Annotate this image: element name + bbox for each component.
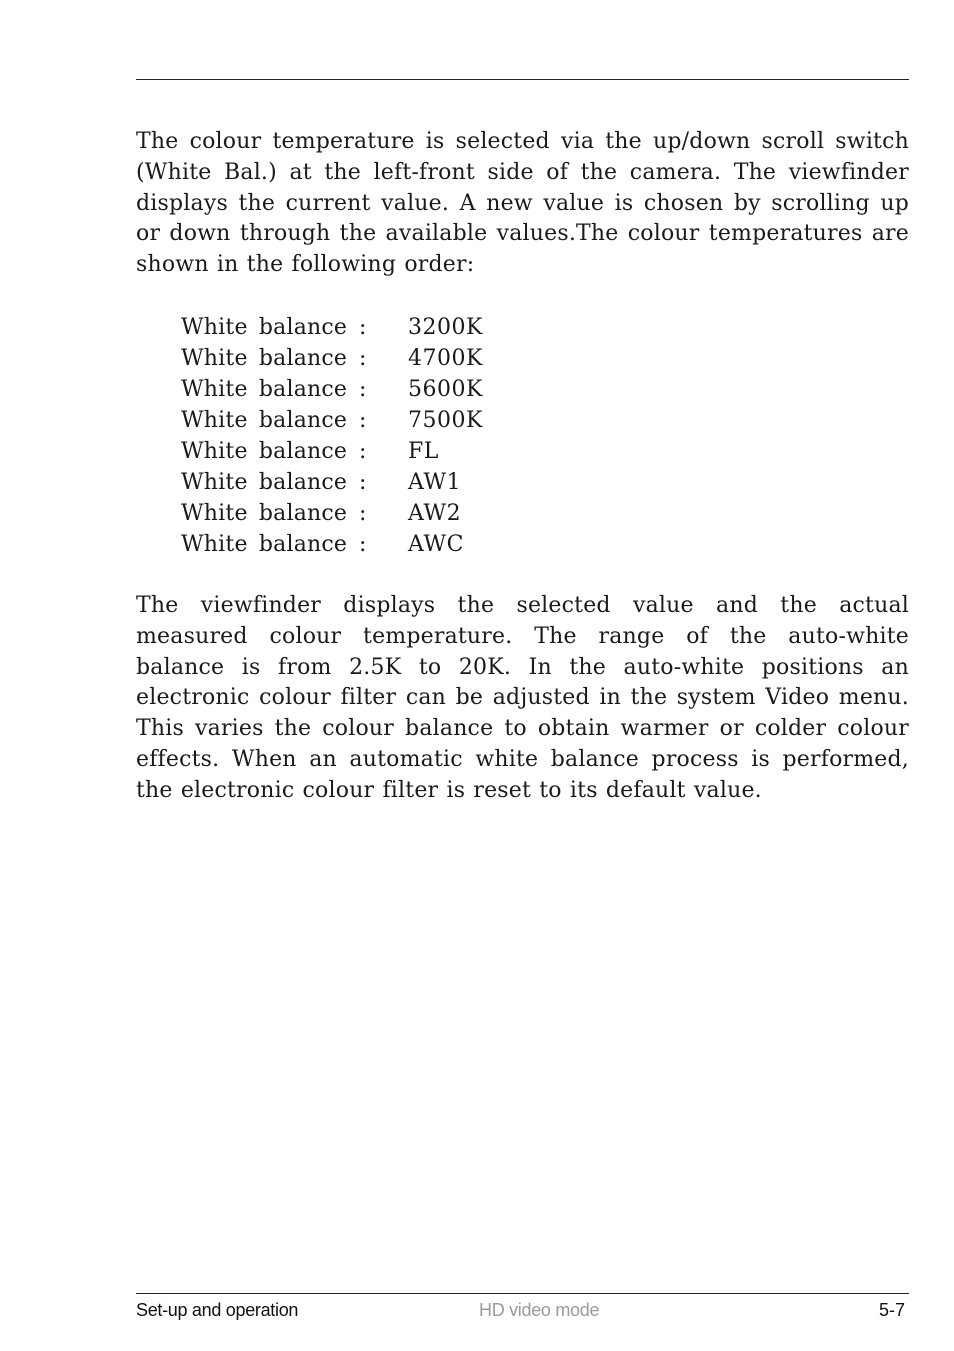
list-item xyxy=(181,436,581,467)
intro-paragraph: The colour temperature is selected via the up/down scroll switch (White Bal.) at the left-front side of the camera. The viewfinder displays the current value. A new value is chosen by scrolling up or down through the available values.The colour temperatures are shown in the following order: xyxy=(136,129,909,278)
list-item xyxy=(181,343,581,374)
list-item-colon: : xyxy=(359,346,367,371)
list-item-colon: : xyxy=(359,315,367,340)
footer-chapter-title: HD video mode xyxy=(479,1300,600,1320)
list-item-label: White balance xyxy=(181,532,348,557)
list-item-value: 7500K xyxy=(408,408,483,433)
list-item xyxy=(181,529,581,560)
list-item-colon: : xyxy=(359,501,367,526)
list-item-value: 4700K xyxy=(408,346,483,371)
list-item xyxy=(181,498,581,529)
list-item-label: White balance xyxy=(181,315,348,340)
list-item-colon: : xyxy=(359,532,367,557)
list-item-value: AW2 xyxy=(408,501,462,526)
list-item xyxy=(181,405,581,436)
list-item xyxy=(181,467,581,498)
list-item-value: 5600K xyxy=(408,377,483,402)
list-item-label: White balance xyxy=(181,501,348,526)
list-item-label: White balance xyxy=(181,346,348,371)
viewfinder-paragraph: The viewfinder displays the selected value and the actual measured colour temperature. The range of the auto-white balance is from 2.5K to 20K. In the auto-white positions an electronic colour filter can be adjusted in the system Video menu. This varies the colour balance to obtain warmer or colder colour effects. When an automatic white balance process is performed, the electronic colour filter is reset to its default value. xyxy=(136,593,909,803)
list-item-value: 3200K xyxy=(408,315,483,340)
white-balance-list xyxy=(181,312,581,560)
list-item xyxy=(181,374,581,405)
list-item-colon: : xyxy=(359,377,367,402)
list-item-label: White balance xyxy=(181,377,348,402)
list-item-label: White balance xyxy=(181,439,348,464)
list-item-colon: : xyxy=(359,470,367,495)
footer-section-title: Set-up and operation xyxy=(136,1300,299,1320)
list-item-colon: : xyxy=(359,439,367,464)
footer-rule xyxy=(136,1293,909,1294)
page-number: 5-7 xyxy=(878,1300,905,1320)
list-item-colon: : xyxy=(359,408,367,433)
list-item-label: White balance xyxy=(181,470,348,495)
list-item-value: AW1 xyxy=(408,470,462,495)
list-item xyxy=(181,312,581,343)
header-rule xyxy=(136,79,909,80)
list-item-label: White balance xyxy=(181,408,348,433)
list-item-value: FL xyxy=(408,439,439,464)
list-item-value: AWC xyxy=(408,532,464,557)
